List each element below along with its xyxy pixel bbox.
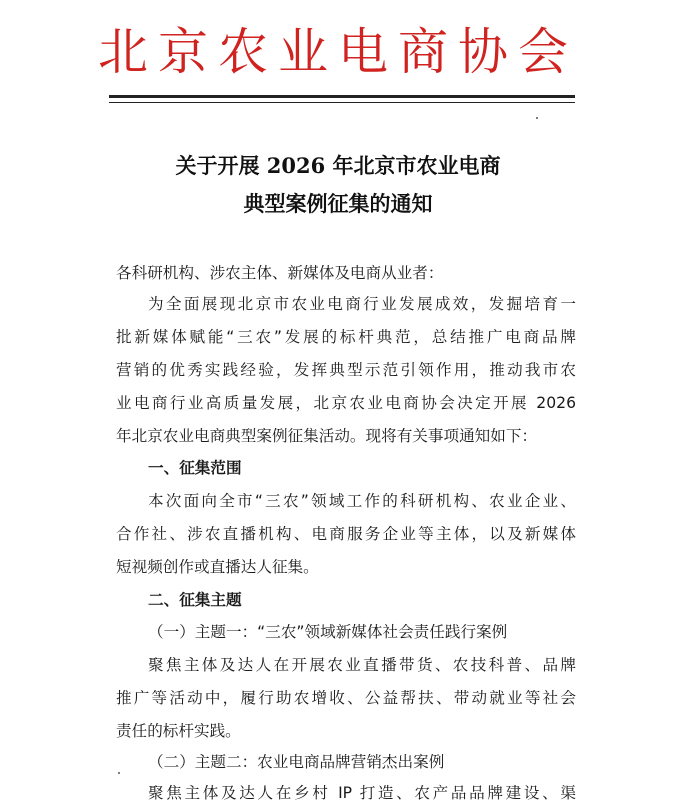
theme-2-title: （二）主题二：农业电商品牌营销杰出案例	[148, 753, 445, 771]
letterhead-org-name: 北京农业电商协会	[98, 23, 578, 81]
intro-line: 年北京农业电商典型案例征集活动。现将有关事项通知如下：	[116, 427, 538, 445]
theme-1-title: （一）主题一：“三农”领域新媒体社会责任践行案例	[148, 623, 508, 641]
intro-line: 批新媒体赋能“三农”发展的标杆典范，总结推广电商品牌	[116, 328, 576, 346]
section-1-heading: 一、征集范围	[148, 459, 242, 477]
salutation: 各科研机构、涉农主体、新媒体及电商从业者：	[116, 264, 444, 282]
theme-2-line: 聚焦主体及达人在乡村 IP 打造、农产品品牌建设、渠	[148, 784, 576, 802]
intro-line: 业电商行业高质量发展，北京农业电商协会决定开展 2026	[116, 394, 576, 412]
section-1-line: 短视频创作或直播达人征集。	[116, 558, 319, 576]
intro-line: 营销的优秀实践经验，发挥典型示范引领作用，推动我市农	[116, 361, 576, 379]
letterhead-thin-rule	[109, 102, 575, 103]
theme-1-line: 推广等活动中，履行助农增收、公益帮扶、带动就业等社会	[116, 689, 576, 707]
intro-line: 为全面展现北京市农业电商行业发展成效，发掘培育一	[148, 295, 576, 313]
scan-speck	[118, 772, 120, 774]
theme-1-line: 聚焦主体及达人在开展农业直播带货、农技科普、品牌	[148, 656, 576, 674]
section-2-heading: 二、征集主题	[148, 591, 242, 609]
notice-title-line-2: 典型案例征集的通知	[243, 191, 433, 216]
section-1-line: 合作社、涉农直播机构、电商服务企业等主体，以及新媒体	[116, 525, 576, 543]
section-1-line: 本次面向全市“三农”领域工作的科研机构、农业企业、	[148, 492, 576, 510]
scan-speck	[536, 117, 538, 119]
letterhead-thick-rule	[109, 95, 575, 98]
theme-1-line: 责任的标杆实践。	[116, 722, 241, 740]
notice-title-line-1: 关于开展 2026 年北京市农业电商	[175, 153, 501, 178]
